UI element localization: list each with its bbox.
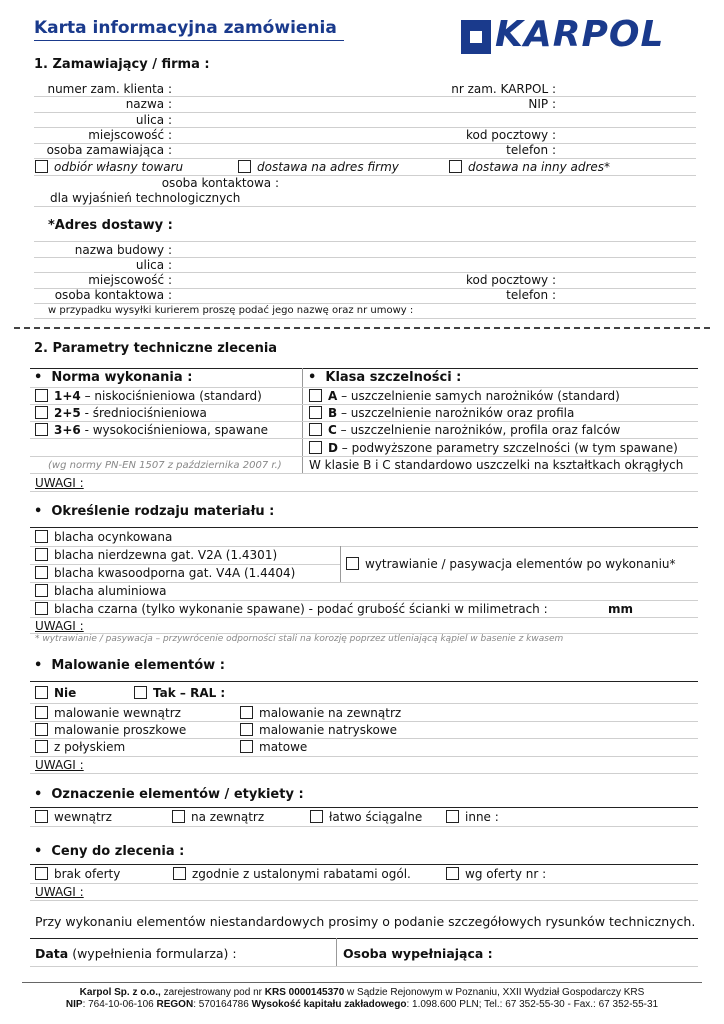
field-ordering-person[interactable]: osoba zamawiająca : (46, 143, 172, 157)
klasa-option-b[interactable]: B – uszczelnienie narożników oraz profila (309, 406, 574, 420)
material-aluminium[interactable]: blacha aluminiowa (35, 584, 166, 598)
prices-remarks[interactable]: UWAGI : (35, 885, 84, 899)
marking-inside[interactable]: wewnątrz (35, 810, 112, 824)
checkbox[interactable] (35, 160, 48, 173)
material-galvanized[interactable]: blacha ocynkowana (35, 530, 172, 544)
field-delivery-phone[interactable]: telefon : (506, 288, 556, 302)
prices-no-offer[interactable]: brak oferty (35, 867, 120, 881)
painting-gloss[interactable]: z połyskiem (35, 740, 125, 754)
klasa-note: W klasie B i C standardowo uszczelki na kształtkach okrągłych (309, 458, 684, 472)
painting-powder[interactable]: malowanie proszkowe (35, 723, 186, 737)
material-stainless[interactable]: blacha nierdzewna gat. V2A (1.4301) (35, 548, 277, 562)
material-black-steel[interactable]: blacha czarna (tylko wykonanie spawane) - podać grubość ścianki w milimetrach : (35, 602, 548, 616)
prices-discounts[interactable]: zgodnie z ustalonymi rabatami ogól. (173, 867, 411, 881)
norma-option-2[interactable]: 2+5 - średniociśnieniowa (35, 406, 207, 420)
field-contact-person[interactable]: osoba kontaktowa : (161, 176, 279, 190)
karpol-logo: KARPOL (495, 14, 665, 55)
painting-matte[interactable]: matowe (240, 740, 307, 754)
option-company-delivery[interactable]: dostawa na adres firmy (238, 159, 399, 175)
field-site-name[interactable]: nazwa budowy : (74, 243, 172, 257)
checkbox[interactable] (238, 160, 251, 173)
pickling-footnote: * wytrawianie / pasywacja – przywrócenie odporności stali na korozję poprzez utleniającą kąpiel w basenie z kwasem (35, 634, 564, 644)
painting-heading: • Malowanie elementów : (34, 658, 225, 673)
marking-other[interactable]: inne : (446, 810, 499, 824)
material-pickling[interactable]: wytrawianie / pasywacja elementów po wykonaniu* (346, 557, 676, 571)
klasa-option-c[interactable]: C – uszczelnienie narożników, profila oraz falców (309, 423, 620, 437)
field-postal-code[interactable]: kod pocztowy : (466, 128, 556, 142)
delivery-heading: *Adres dostawy : (48, 218, 173, 233)
page-title: Karta informacyjna zamówienia (34, 18, 337, 38)
field-karpol-order-no[interactable]: nr zam. KARPOL : (451, 82, 556, 96)
material-heading: • Określenie rodzaju materiału : (34, 504, 275, 519)
field-city[interactable]: miejscowość : (88, 128, 172, 142)
material-acid-resistant[interactable]: blacha kwasoodporna gat. V4A (1.4404) (35, 566, 295, 580)
field-nip[interactable]: NIP : (528, 97, 556, 111)
klasa-option-a[interactable]: A – uszczelnienie samych narożników (standard) (309, 389, 620, 403)
material-remarks[interactable]: UWAGI : (35, 619, 84, 633)
section1-heading: 1. Zamawiający / firma : (34, 57, 210, 72)
marking-outside[interactable]: na zewnątrz (172, 810, 264, 824)
prices-offer-no[interactable]: wg oferty nr : (446, 867, 546, 881)
norma-option-1[interactable]: 1+4 – niskociśnieniowa (standard) (35, 389, 262, 403)
title-underline (34, 40, 344, 41)
field-street[interactable]: ulica : (135, 113, 172, 127)
klasa-option-d[interactable]: D – podwyższone parametry szczelności (w tym spawane) (309, 441, 678, 455)
painting-inside[interactable]: malowanie wewnątrz (35, 706, 181, 720)
marking-removable[interactable]: łatwo ściągalne (310, 810, 422, 824)
norma-option-3[interactable]: 3+6 - wysokociśnieniowa, spawane (35, 423, 268, 437)
checkbox[interactable] (449, 160, 462, 173)
field-client-order-no[interactable]: numer zam. klienta : (47, 82, 172, 96)
footer-line1: Karpol Sp. z o.o., zarejestrowany pod nr KRS 0000145370 w Sądzie Rejonowym w Poznaniu, XXII Wydział Gospodarczy KRS (79, 987, 645, 998)
contact-person-subtitle: dla wyjaśnień technologicznych (50, 191, 241, 205)
thickness-unit: mm (608, 602, 634, 616)
field-delivery-postal[interactable]: kod pocztowy : (466, 273, 556, 287)
karpol-logo-mark (461, 20, 491, 54)
footer-line2: NIP: 764-10-06-106 REGON: 570164786 Wysokość kapitału zakładowego: 1.098.600 PLN; Tel.: 67 352-55-30 - Fax.: 67 352-55-31 (65, 999, 659, 1010)
painting-spray[interactable]: malowanie natryskowe (240, 723, 397, 737)
klasa-heading: • Klasa szczelności : (308, 370, 462, 385)
field-delivery-street[interactable]: ulica : (135, 258, 172, 272)
painting-yes-ral[interactable]: Tak – RAL : (134, 686, 225, 700)
norma-note: (wg normy PN-EN 1507 z października 2007 r.) (48, 460, 282, 471)
field-delivery-city[interactable]: miejscowość : (88, 273, 172, 287)
courier-note[interactable]: w przypadku wysyłki kurierem proszę podać jego nazwę oraz nr umowy : (48, 305, 414, 316)
field-fill-date[interactable]: Data (wypełnienia formularza) : (35, 946, 237, 961)
marking-heading: • Oznaczenie elementów / etykiety : (34, 787, 304, 802)
painting-no[interactable]: Nie (35, 686, 76, 700)
option-self-pickup[interactable]: odbiór własny towaru (35, 159, 183, 175)
section-separator (14, 327, 710, 329)
section2-heading: 2. Parametry techniczne zlecenia (34, 341, 278, 356)
option-other-address[interactable]: dostawa na inny adres* (449, 159, 610, 175)
field-filled-by[interactable]: Osoba wypełniająca : (343, 946, 493, 961)
field-name[interactable]: nazwa : (125, 97, 172, 111)
norma-heading: • Norma wykonania : (34, 370, 193, 385)
field-delivery-contact[interactable]: osoba kontaktowa : (54, 288, 172, 302)
field-phone[interactable]: telefon : (506, 143, 556, 157)
section2-remarks[interactable]: UWAGI : (35, 476, 84, 490)
drawing-note: Przy wykonaniu elementów niestandardowych prosimy o podanie szczegółowych rysunków technicznych. (35, 914, 696, 929)
painting-outside[interactable]: malowanie na zewnątrz (240, 706, 401, 720)
painting-remarks[interactable]: UWAGI : (35, 758, 84, 772)
prices-heading: • Ceny do zlecenia : (34, 844, 185, 859)
